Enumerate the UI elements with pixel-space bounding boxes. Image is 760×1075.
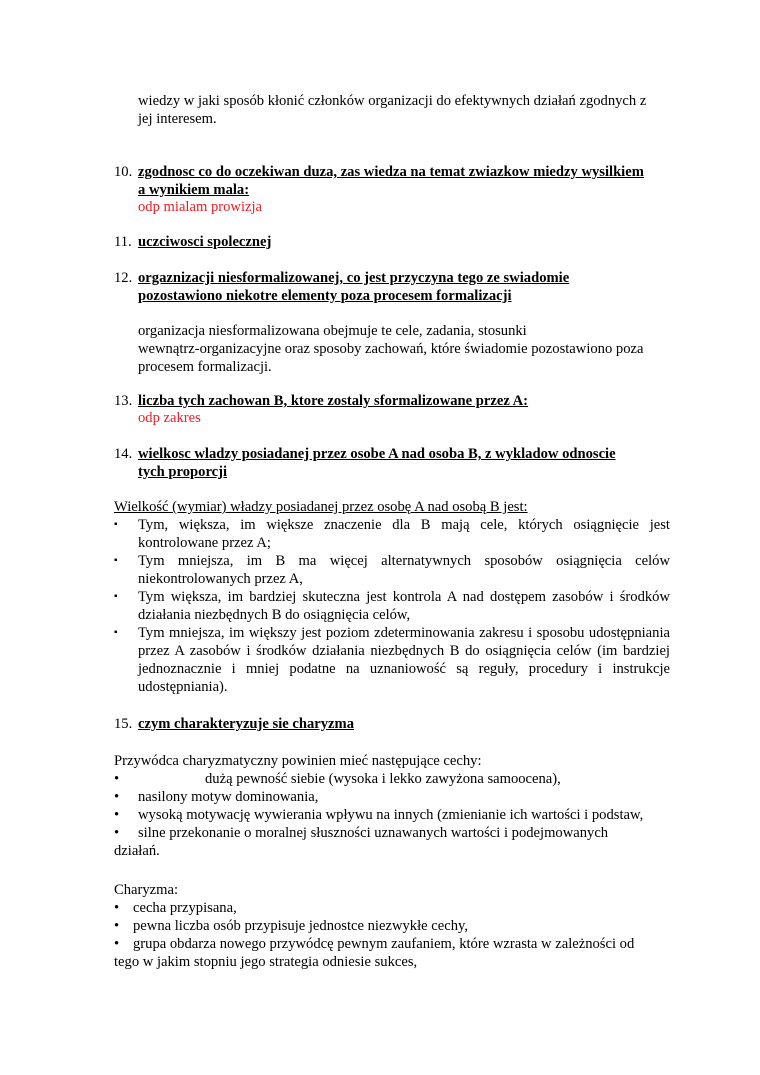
question-12-title: [138, 269, 670, 305]
trait-item: [0, 806, 760, 824]
question-11-title: uczciwosci spolecznej: [138, 234, 272, 250]
charisma-point-text: tego w jakim stopniu jego strategia odniesie sukces,: [114, 954, 418, 970]
question-12-body: [138, 322, 678, 376]
question-12-title-line-2: pozostawiono niekotre elementy poza procesem formalizacji: [138, 288, 512, 304]
question-13-number: 13.: [114, 393, 133, 409]
trait-text: silne przekonanie o moralnej słuszności uznawanych wartości i podejmowanych: [138, 825, 609, 841]
intro-line-2: jej interesem.: [138, 111, 217, 127]
power-bullet-text: Tym, większa, im większe znaczenie dla B mają cele, których osiągnięcie jest kontrolowane przez A;: [138, 517, 670, 551]
question-13-answer: odp zakres: [138, 410, 201, 426]
trait-item: [0, 788, 760, 806]
intro-line-1: wiedzy w jaki sposób kłonić członków organizacji do efektywnych działań zgodnych z: [138, 93, 647, 109]
bullet-dot-icon: •: [114, 900, 120, 916]
power-bullet-item: [0, 624, 760, 696]
question-14-title: [138, 445, 670, 481]
trait-text: dużą pewność siebie (wysoka i lekko zawyżona samoocena),: [205, 771, 561, 787]
charisma-point-text: pewna liczba osób przypisuje jednostce niezwykłe cechy,: [133, 918, 468, 934]
question-10-title-line-1: zgodnosc co do oczekiwan duza, zas wiedza na temat zwiazkow miedzy wysilkiem: [138, 164, 644, 180]
question-11-number: 11.: [114, 234, 132, 250]
question-14-number: 14.: [114, 446, 133, 462]
square-bullet-icon: ▪: [114, 519, 118, 530]
question-10-title: [138, 163, 670, 199]
trait-item: [0, 824, 760, 842]
charisma-label: Charyzma:: [114, 882, 179, 898]
charismatic-traits-list: [0, 770, 760, 860]
charisma-point-text: cecha przypisana,: [133, 900, 237, 916]
power-bullet-list: [0, 516, 760, 696]
question-15-title: czym charakteryzuje sie charyzma: [138, 716, 354, 732]
intro-paragraph: [138, 92, 646, 128]
trait-text: działań.: [114, 843, 160, 859]
trait-item: [0, 770, 760, 788]
bullet-dot-icon: •: [114, 771, 120, 787]
trait-continuation: [0, 842, 760, 860]
charisma-point: [0, 935, 760, 953]
power-bullet-item: [0, 516, 760, 552]
question-10-title-line-2: a wynikiem mala:: [138, 182, 250, 198]
charisma-points-list: [0, 899, 760, 971]
question-12-body-line-2: wewnątrz-organizacyjne oraz sposoby zachowań, które świadomie pozostawiono poza: [138, 341, 644, 357]
bullet-dot-icon: •: [114, 789, 120, 805]
question-12-number: 12.: [114, 270, 133, 286]
question-14-lead: Wielkość (wymiar) władzy posiadanej przez osobę A nad osobą B jest:: [114, 499, 528, 515]
bullet-dot-icon: •: [114, 936, 120, 952]
question-12-body-line-1: organizacja niesformalizowana obejmuje te cele, zadania, stosunki: [138, 323, 527, 339]
bullet-dot-icon: •: [114, 918, 120, 934]
question-12-title-line-1: orgaznizacji niesformalizowanej, co jest przyczyna tego ze swiadomie: [138, 270, 570, 286]
question-12-body-line-3: procesem formalizacji.: [138, 359, 272, 375]
bullet-dot-icon: •: [114, 807, 120, 823]
question-15-number: 15.: [114, 716, 133, 732]
question-15-lead: Przywódca charyzmatyczny powinien mieć następujące cechy:: [114, 753, 482, 769]
question-13-title: liczba tych zachowan B, ktore zostaly sformalizowane przez A:: [138, 393, 529, 409]
power-bullet-item: [0, 552, 760, 588]
charisma-point-text: grupa obdarza nowego przywódcę pewnym zaufaniem, które wzrasta w zależności od: [133, 936, 635, 952]
question-14-title-line-2: tych proporcji: [138, 464, 228, 480]
power-bullet-text: Tym mniejsza, im większy jest poziom zdeterminowania zakresu i sposobu udostępniania przez A zasobów i środków działania niezbędnych B do osiągnięcia celów (im bardziej jednoznacznie i mniej podatne na uznaniowość są reguły, procedury i instrukcje udostępniania).: [138, 625, 670, 695]
square-bullet-icon: ▪: [114, 591, 118, 602]
charisma-point: [0, 917, 760, 935]
question-10-answer: odp mialam prowizja: [138, 199, 263, 215]
charisma-point: [0, 899, 760, 917]
charisma-continuation: [0, 953, 760, 971]
question-10-number: 10.: [114, 164, 133, 180]
power-bullet-text: Tym mniejsza, im B ma więcej alternatywnych sposobów osiągnięcia celów niekontrolowanych przez A,: [138, 553, 670, 587]
trait-text: nasilony motyw dominowania,: [138, 789, 319, 805]
bullet-dot-icon: •: [114, 825, 120, 841]
question-14-title-line-1: wielkosc wladzy posiadanej przez osobe A nad osoba B, z wykladow odnoscie: [138, 446, 616, 462]
power-bullet-item: [0, 588, 760, 624]
square-bullet-icon: ▪: [114, 627, 118, 638]
power-bullet-text: Tym większa, im bardziej skuteczna jest kontrola A nad dostępem zasobów i środków działania niezbędnych B do osiągnięcia celów,: [138, 589, 670, 623]
trait-text: wysoką motywację wywierania wpływu na innych (zmienianie ich wartości i podstaw,: [138, 807, 644, 823]
square-bullet-icon: ▪: [114, 555, 118, 566]
